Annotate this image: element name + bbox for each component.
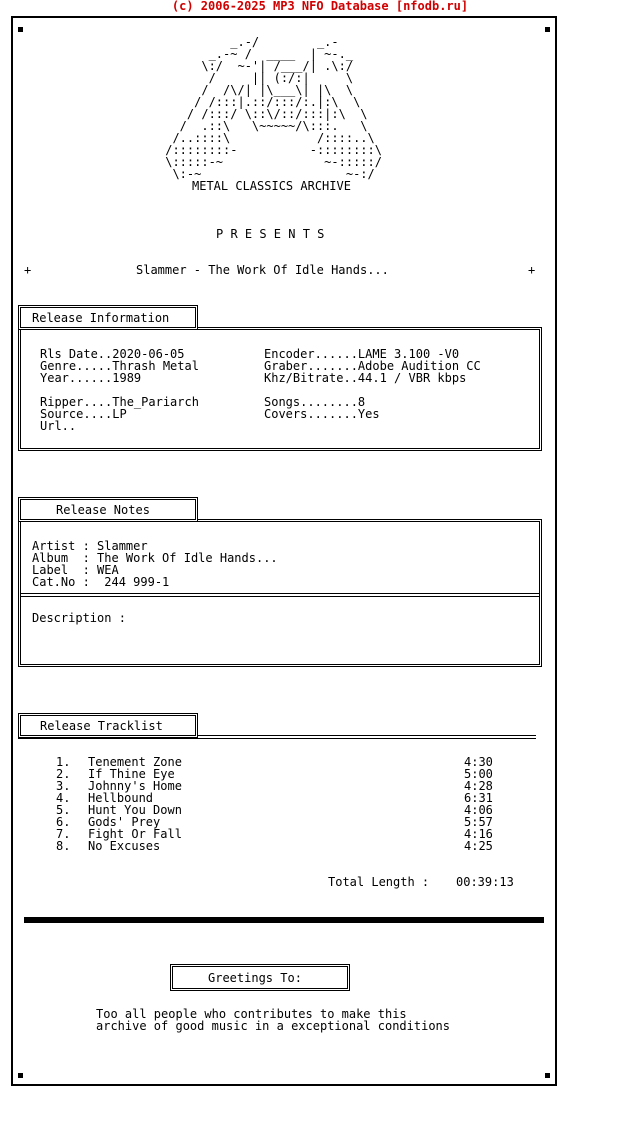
track-duration: 4:25 [464, 839, 493, 853]
track-title: Fight Or Fall [88, 827, 182, 841]
track-title: Johnny's Home [88, 779, 182, 793]
track-number: 4. [56, 791, 71, 805]
section-divider [24, 917, 544, 923]
track-duration: 5:57 [464, 815, 493, 829]
tracklist-tab-label: Release Tracklist [40, 719, 163, 733]
notes-divider [21, 593, 539, 594]
notes-divider-2 [21, 596, 539, 597]
release-notes-tab-label: Release Notes [56, 503, 150, 517]
site-header: (c) 2006-2025 MP3 NFO Database [nfodb.ru] [171, 0, 469, 13]
banner-left-mark: + [24, 263, 32, 277]
track-title: Hellbound [88, 791, 154, 805]
track-title: Gods' Prey [88, 815, 161, 829]
track-number: 8. [56, 839, 71, 853]
corner-marker-bl [18, 1073, 23, 1078]
track-number: 2. [56, 767, 71, 781]
release-info-left: Rls Date..2020-06-05 Genre.....Thrash Metal Year......1989 Ripper....The_Pariarch Source....LP Url.. [40, 347, 199, 433]
track-number: 3. [56, 779, 71, 793]
track-number: 5. [56, 803, 71, 817]
release-info-tab-label: Release Information [32, 311, 170, 325]
track-title: If Thine Eye [88, 767, 175, 781]
track-title: Hunt You Down [88, 803, 182, 817]
track-duration: 6:31 [464, 791, 493, 805]
description-label: Description : [32, 611, 126, 625]
track-duration: 4:16 [464, 827, 493, 841]
corner-marker-tl [18, 27, 23, 32]
track-number: 6. [56, 815, 71, 829]
presents-heading: P R E S E N T S [216, 227, 325, 241]
track-duration: 4:28 [464, 779, 493, 793]
total-length-value: 00:39:13 [456, 875, 514, 889]
release-title: Slammer - The Work Of Idle Hands... [136, 263, 389, 277]
greetings-text: Too all people who contributes to make this archive of good music in a exceptional conditions [96, 1007, 451, 1033]
track-duration: 4:06 [464, 803, 493, 817]
ascii-logo: _.-/ _.- _.-~ / ____ | ~-._ \:/ ~-'| /___/| .\:/ / || (:/:| \ / /\/| |\___\| |\ \ / /:::|.::/:::/:.|:\ \ / /:::/ \::\/::/:::|:\ \ / .::\ \~~~~~/\:::. \ /..::::\ /::::..\ /::::::::- -::::::::\ \:::::-~ ~-:::::/ \:-~ ~-:/ [165, 35, 382, 181]
tracklist-rule-2 [18, 738, 536, 739]
tracklist-rule [198, 735, 536, 736]
track-title: Tenement Zone [88, 755, 182, 769]
release-info-right: Encoder......LAME 3.100 -V0 Graber.......Adobe Audition CC Khz/Bitrate..44.1 / VBR kbps Songs........8 Covers.......Yes [264, 347, 481, 421]
track-number: 7. [56, 827, 71, 841]
corner-marker-br [545, 1073, 550, 1078]
corner-marker-tr [545, 27, 550, 32]
track-number: 1. [56, 755, 71, 769]
greetings-tab-label: Greetings To: [208, 971, 302, 985]
total-length-label: Total Length : [328, 875, 430, 889]
banner-right-mark: + [528, 263, 536, 277]
release-notes-details: Artist : Slammer Album : The Work Of Idle Hands... Label : WEA Cat.No : 244 999-1 [32, 539, 278, 589]
logo-caption: METAL CLASSICS ARCHIVE [192, 179, 351, 193]
track-duration: 5:00 [464, 767, 493, 781]
track-title: No Excuses [88, 839, 161, 853]
track-duration: 4:30 [464, 755, 493, 769]
